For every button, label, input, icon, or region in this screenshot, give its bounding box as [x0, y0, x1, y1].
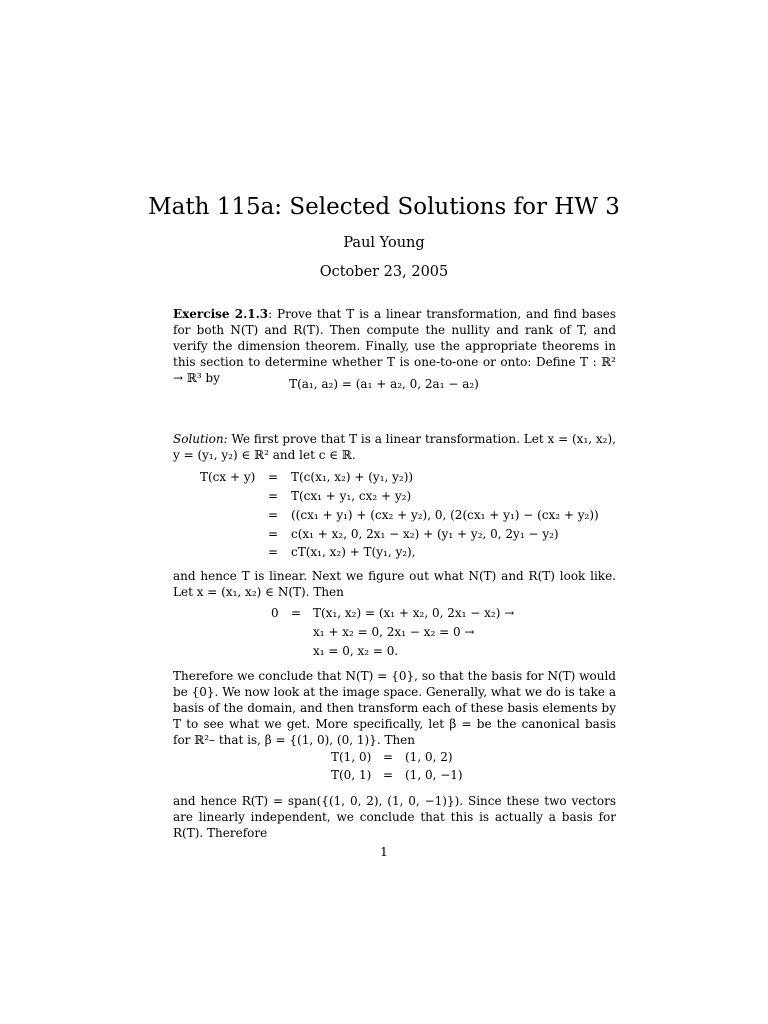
document-title: Math 115a: Selected Solutions for HW 3 — [148, 194, 620, 220]
range-conclusion: and hence R(T) = span({(1, 0, 2), (1, 0, −1)}). Since these two vectors are linearly independent, we conclude that this is actually a basis for R(T). Therefore — [173, 794, 616, 840]
equals-sign: = — [291, 606, 302, 620]
basis-image-lhs: T(1, 0) — [331, 750, 372, 764]
linearity-step: T(cx₁ + y₁, cx₂ + y₂) — [291, 489, 412, 503]
null-step: x₁ = 0, x₂ = 0. — [313, 644, 399, 658]
exercise-text: : Prove that T is a linear transformation, and find bases for both N(T) and R(T). Then compute the nullity and rank of T, and verify the dimension theorem. Finally, use the appropriate theorems in this section to determine whether T is one-to-one or onto: Define T : ℝ² → ℝ³ by — [173, 307, 616, 385]
linearity-step: T(c(x₁, x₂) + (y₁, y₂)) — [291, 470, 414, 484]
linearity-step: cT(x₁, x₂) + T(y₁, y₂), — [291, 545, 416, 559]
equals-sign: = — [268, 489, 279, 503]
equals-sign: = — [383, 768, 394, 782]
basis-image-rhs: (1, 0, 2) — [405, 750, 453, 764]
solution-intro — [173, 431, 616, 463]
basis-image-lhs: T(0, 1) — [331, 768, 372, 782]
date: October 23, 2005 — [319, 264, 449, 280]
equals-sign: = — [383, 750, 394, 764]
solution-intro-text: We first prove that T is a linear transformation. Let x = (x₁, x₂), y = (y₁, y₂) ∈ ℝ² and let c ∈ ℝ. — [173, 432, 616, 462]
equals-sign: = — [268, 545, 279, 559]
solution-label: Solution: — [173, 432, 228, 446]
image-space-paragraph: Therefore we conclude that N(T) = {0}, so that the basis for N(T) would be {0}. We now look at the image space. Generally, what we do is take a basis of the domain, and then transform each of these basis elements by T to see what we get. More specifically, let β = be the canonical basis for ℝ²– that is, β = {(1, 0), (0, 1)}. Then — [173, 669, 616, 747]
null-step: T(x₁, x₂) = (x₁ + x₂, 0, 2x₁ − x₂) → — [313, 606, 515, 620]
page-number: 1 — [380, 845, 388, 859]
author: Paul Young — [343, 235, 425, 251]
equals-sign: = — [268, 470, 279, 484]
null-space-intro: and hence T is linear. Next we figure out what N(T) and R(T) look like. Let x = (x₁, x₂) ∈ N(T). Then — [173, 569, 616, 599]
linearity-lhs: T(cx + y) — [200, 470, 256, 484]
null-step: x₁ + x₂ = 0, 2x₁ − x₂ = 0 → — [313, 625, 475, 639]
equals-sign: = — [268, 527, 279, 541]
equals-sign: = — [268, 508, 279, 522]
exercise-statement — [173, 306, 616, 386]
transformation-definition: T(a₁, a₂) = (a₁ + a₂, 0, 2a₁ − a₂) — [289, 377, 479, 391]
linearity-step: ((cx₁ + y₁) + (cx₂ + y₂), 0, (2(cx₁ + y₁) − (cx₂ + y₂)) — [291, 508, 599, 522]
null-lhs: 0 — [271, 606, 279, 620]
exercise-label: Exercise 2.1.3 — [173, 307, 269, 321]
linearity-step: c(x₁ + x₂, 0, 2x₁ − x₂) + (y₁ + y₂, 0, 2y₁ − y₂) — [291, 527, 559, 541]
basis-image-rhs: (1, 0, −1) — [405, 768, 463, 782]
